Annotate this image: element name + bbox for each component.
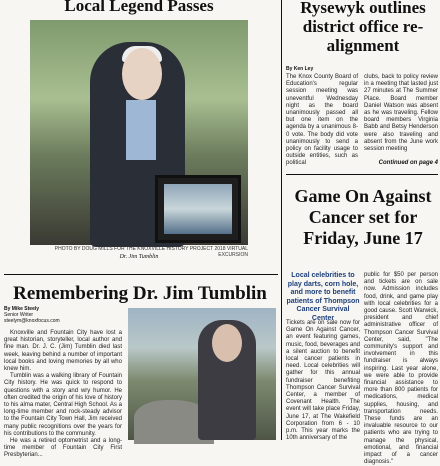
rysewyk-byline: By Ken Ley xyxy=(286,66,314,72)
cancer-headline: Game On Against Cancer set for Friday, June 17 xyxy=(294,186,432,248)
cancer-deck: Local celebrities to play darts, corn hole, and more to benefit patients of Thompson Cancer Survival Center xyxy=(286,272,360,322)
remembering-body xyxy=(4,330,122,459)
tumblin-photo xyxy=(30,20,248,245)
cancer-col2: public for $50 per person and tickets are on sale now. Admission includes food, drink, and game play with local celebrities for a good cause. Scott Warwick, president and chief administrative officer of Thompson Cancer Survival Center, said, "The community's support and involvement in this fundraiser is always inspiring. Last year alone, we were able to provide financial assistance to more than 800 patients for medications, medical supplies, housing, and transportation needs. These funds are an invaluable resource to our patients who are trying to manage the physical, emotional, and financial impact of a cancer diagnosis." xyxy=(364,272,438,466)
column-rule xyxy=(281,0,282,440)
divider xyxy=(286,174,438,175)
rysewyk-col2: clubs, back to policy review in a meeting that lasted just 27 minutes at The Summer Place. Board member Daniel Watson was absent as he was traveling. Fellow board members Virginia Babb and Betsy Henderson were also traveling and absent from the June work session meeting xyxy=(364,74,438,153)
continued-link[interactable]: Continued on page 4 xyxy=(378,160,438,166)
photo-caption: Dr. Jim Tumblin xyxy=(119,254,159,260)
byline-title: Senior Writer xyxy=(4,312,34,318)
photo-credit: PHOTO BY DOUG MILLS FOR THE KNOXVILLE HISTORY PROJECT 2018 VIRTUAL EXCURSION xyxy=(54,246,248,258)
rysewyk-headline: Rysewyk outlines district office re-alignment xyxy=(300,0,426,55)
lead-headline: Local Legend Passes xyxy=(64,0,214,15)
divider xyxy=(4,274,278,275)
byline-name: By Mike Steely xyxy=(4,306,40,312)
rysewyk-col1: The Knox County Board of Education's regular session meeting was uneventful Wednesday night as the board unanimously passed all but one item on the agenda by a unanimous 8-0 vote. The body did vote unanimously to send a policy on facility usage to outside entities, such as political xyxy=(286,74,358,167)
remembering-headline: Remembering Dr. Jim Tumblin xyxy=(13,283,267,304)
paragraph: He was a retired optometrist and a long-time member of Fountain City First Presbyterian... xyxy=(4,438,122,459)
byline xyxy=(4,306,60,324)
paragraph: Knoxville and Fountain City have lost a great historian, storyteller, local author and fine man. Dr. J. C. (Jim) Tumblin died last week, leaving behind a number of important local books and loving memories by all who knew him. xyxy=(4,330,122,373)
cancer-col1: Tickets are on sale now for Game On Against Cancer, an event featuring games, music, food, beverages and a silent auction to benefit local cancer patients in need. Local celebrities will gather for this annual fundraiser benefiting Thompson Cancer Survival Center, a member of Covenant Health. The event will take place Friday, June 17, at The Wakefield Corporation from 6 - 10 p.m. This year marks the 10th anniversary of the xyxy=(286,320,360,442)
paragraph: Tumblin was a walking library of Fountain City history. He was quick to respond to questions with a story and wry humor. He often credited the origin of his love of history to his alma mater, Central High School. As a long-time member and rock-steady advisor to the Fountain City Town Hall, Jim received many public recognitions over the years for his contributions to the community. xyxy=(4,373,122,437)
tumblin-outdoor-photo xyxy=(128,308,276,440)
byline-email: steelym@knoxfocus.com xyxy=(4,318,60,324)
